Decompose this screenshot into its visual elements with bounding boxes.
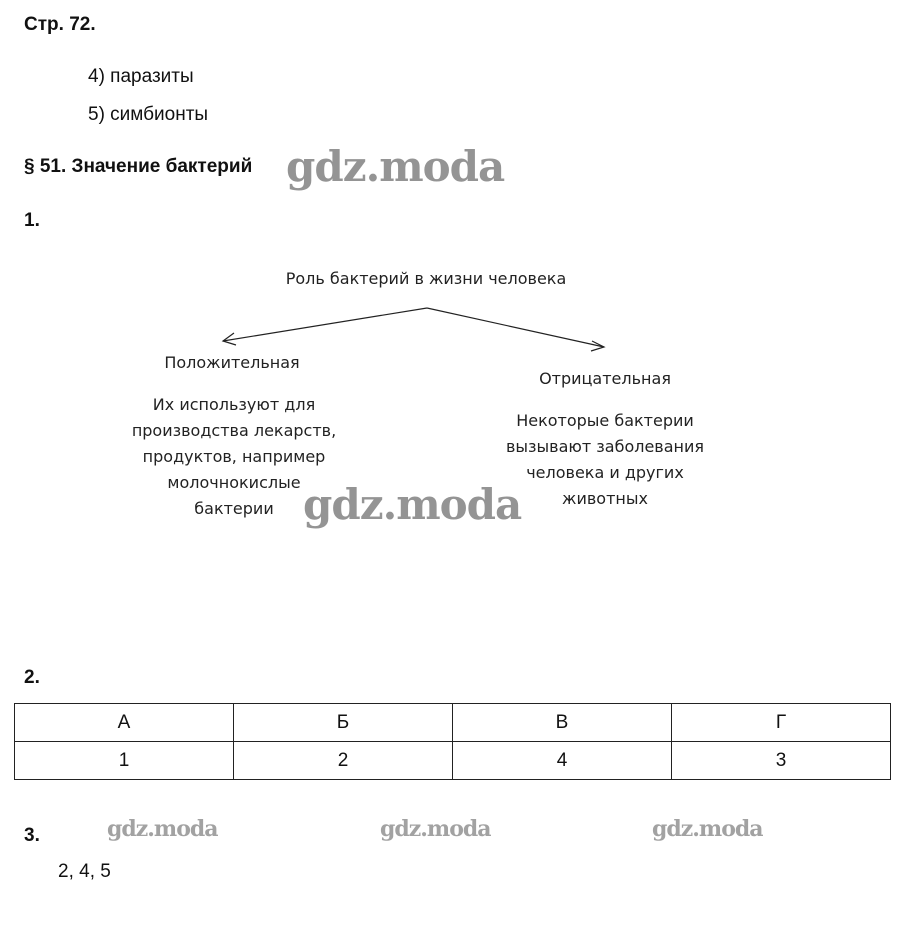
table-header-cell: В (453, 704, 672, 742)
watermark: gdz.moda (286, 142, 505, 191)
table-header-row (15, 704, 891, 742)
left-arrow-line (223, 308, 427, 341)
task-number-2: 2. (24, 667, 40, 688)
watermark: gdz.moda (380, 816, 491, 842)
table-cell: 3 (672, 742, 891, 780)
table-header-cell: Б (234, 704, 453, 742)
section-title: § 51. Значение бактерий (24, 156, 253, 177)
table-header-cell: А (15, 704, 234, 742)
table-row (15, 742, 891, 780)
page-title: Стр. 72. (24, 14, 96, 35)
negative-role-description: Некоторые бактерии вызывают заболевания человека и других животных (505, 411, 705, 508)
diagram-root-label: Роль бактерий в жизни человека (285, 269, 567, 288)
positive-role-description: Их используют для производства лекарств, продуктов, например молочнокислые бактерии (131, 395, 337, 518)
watermark: gdz.moda (652, 816, 763, 842)
table-cell: 1 (15, 742, 234, 780)
positive-role-title: Положительная (164, 353, 300, 372)
table-cell: 4 (453, 742, 672, 780)
answer-table (14, 703, 891, 780)
watermark: gdz.moda (303, 480, 522, 529)
task-number-1: 1. (24, 210, 40, 231)
list-item: 5) симбионты (88, 104, 209, 125)
table-header-cell: Г (672, 704, 891, 742)
task-number-3: 3. (24, 825, 40, 846)
negative-role-title: Отрицательная (539, 369, 671, 388)
right-arrow-line (427, 308, 604, 347)
list-item: 4) паразиты (88, 66, 194, 87)
table-cell: 2 (234, 742, 453, 780)
watermark: gdz.moda (107, 816, 218, 842)
answer-3-text: 2, 4, 5 (58, 861, 111, 882)
